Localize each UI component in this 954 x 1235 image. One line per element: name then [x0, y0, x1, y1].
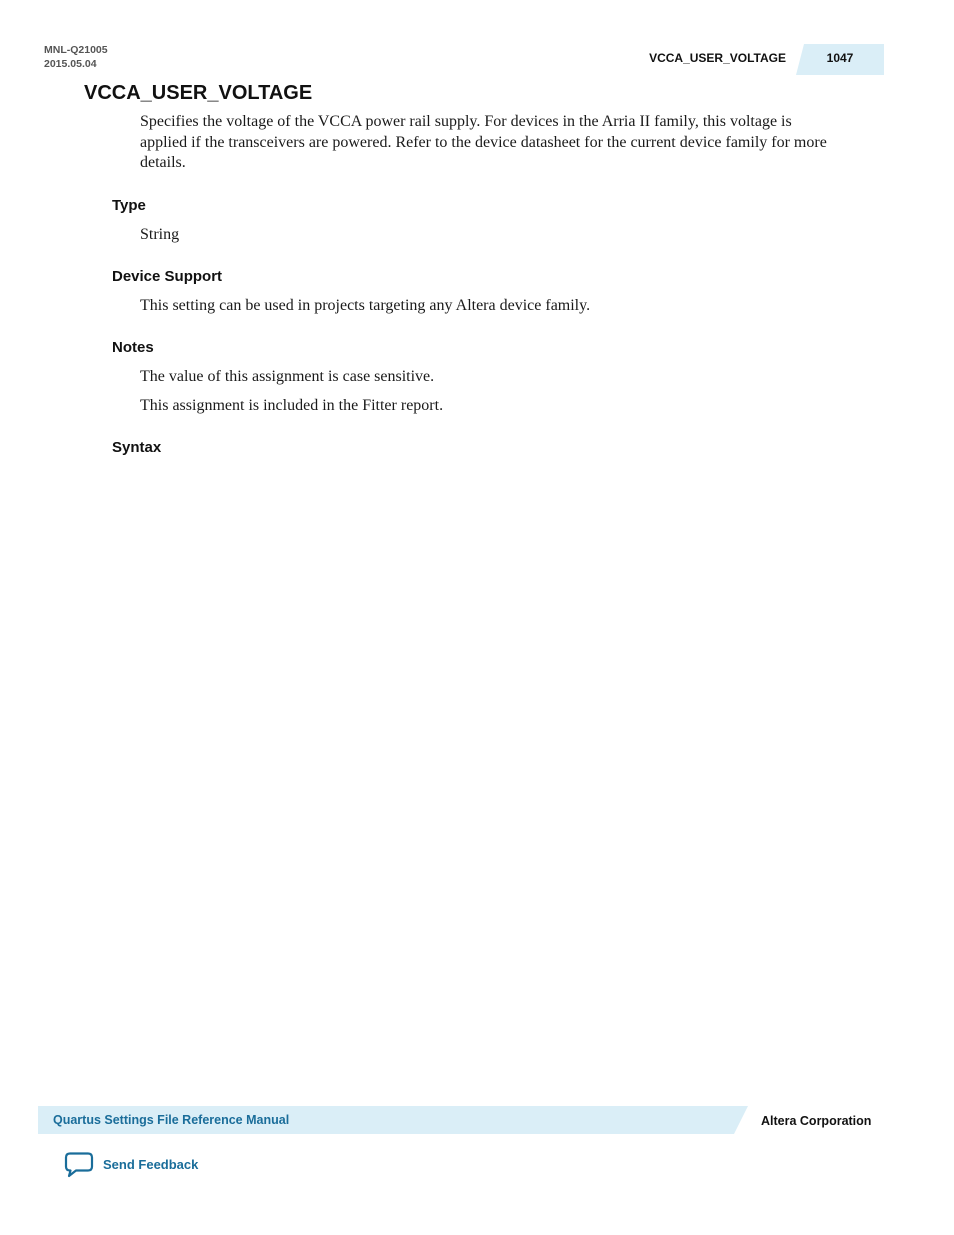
company-name: Altera Corporation: [761, 1114, 872, 1128]
header-section-title: VCCA_USER_VOLTAGE: [649, 51, 786, 65]
doc-id: MNL-Q21005: [44, 44, 108, 56]
send-feedback-label: Send Feedback: [103, 1156, 199, 1172]
syntax-heading: Syntax: [112, 439, 162, 456]
doc-id-block: [44, 43, 108, 71]
notes-text-1: The value of this assignment is case sensitive.: [140, 368, 435, 385]
device-support-text: This setting can be used in projects targeting any Altera device family.: [140, 297, 591, 314]
page-number: 1047: [826, 51, 854, 65]
speech-bubble-icon: [64, 1151, 94, 1178]
manual-title-link[interactable]: Quartus Settings File Reference Manual: [53, 1113, 290, 1127]
device-support-heading: Device Support: [112, 268, 223, 285]
type-heading: Type: [112, 197, 146, 214]
type-value: String: [140, 226, 180, 243]
notes-text-2: This assignment is included in the Fitter report.: [140, 397, 444, 414]
send-feedback-link[interactable]: [64, 1150, 198, 1178]
doc-date: 2015.05.04: [44, 58, 97, 70]
page-title: VCCA_USER_VOLTAGE: [84, 82, 313, 104]
description: Specifies the voltage of the VCCA power rail supply. For devices in the Arria II family, this voltage is applied if the transceivers are powered. Refer to the device datasheet for the current device family for more details.: [140, 113, 827, 171]
notes-heading: Notes: [112, 339, 154, 356]
